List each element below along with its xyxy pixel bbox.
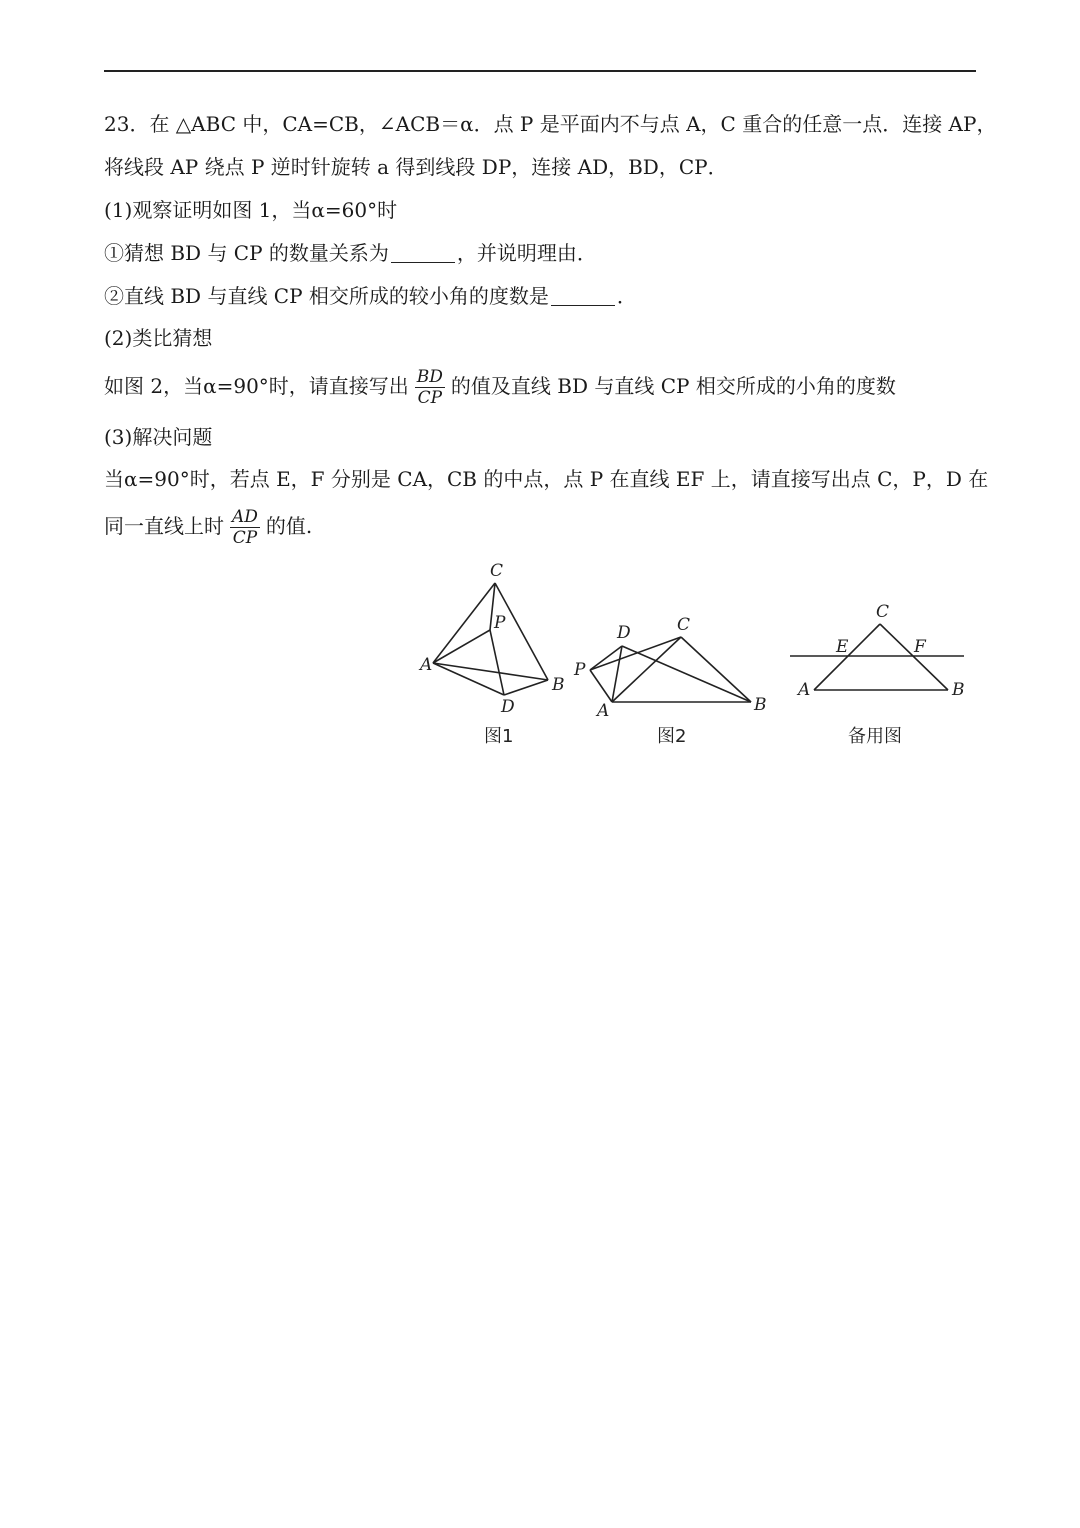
- fig2-label-a: A: [597, 701, 610, 721]
- fig2-label-d: D: [617, 623, 631, 643]
- part2-tail: 的值及直线 BD 与直线 CP 相交所成的小角的度数: [450, 374, 896, 398]
- fig1-label-d: D: [501, 697, 515, 717]
- fraction-denominator: CP: [417, 388, 443, 408]
- question-1-text: ①猜想 BD 与 CP 的数量关系为: [104, 241, 389, 265]
- fig2-label-b: B: [754, 695, 767, 715]
- question-2-text: ②直线 BD 与直线 CP 相交所成的较小角的度数是: [104, 284, 549, 308]
- fraction-numerator: BD: [416, 367, 443, 387]
- part3-line-1: 当α=90°时，若点 E，F 分别是 CA，CB 的中点，点 P 在直线 EF 上，请直接写出点 C，P，D 在: [104, 467, 989, 491]
- figure-1-caption: 图1: [484, 726, 514, 747]
- part2-text: 如图 2，当α=90°时，请直接写出: [104, 374, 409, 398]
- part3-title: (3)解决问题: [104, 425, 213, 449]
- fig1-segment-bd: [504, 680, 548, 695]
- fig3-segment-ac: [814, 624, 880, 690]
- fig1-segment-pd: [490, 630, 504, 695]
- figure-3: [790, 624, 964, 690]
- fig2-segment-cb: [681, 637, 751, 702]
- fig2-label-p: P: [574, 660, 586, 680]
- fig3-segment-cb: [880, 624, 948, 690]
- fig2-label-c: C: [677, 615, 691, 635]
- fig3-label-c: C: [876, 602, 890, 622]
- problem-line-2: 将线段 AP 绕点 P 逆时针旋转 a 得到线段 DP，连接 AD，BD，CP．: [104, 155, 728, 179]
- question-1-tail: ，并说明理由．: [456, 241, 597, 265]
- question-2-tail: ．: [616, 284, 637, 308]
- fig1-label-c: C: [490, 561, 504, 581]
- fig3-label-b: B: [952, 680, 965, 700]
- fraction-denominator: CP: [232, 528, 258, 548]
- fraction-numerator: AD: [232, 507, 258, 527]
- figure-2-caption: 图2: [657, 726, 687, 747]
- part3-tail: 的值.: [265, 514, 313, 538]
- problem-line-1: 23．在 △ABC 中，CA=CB，∠ACB＝α．点 P 是平面内不与点 A，C 重合的任意一点．连接 AP，: [104, 112, 997, 136]
- fig2-segment-pa: [590, 670, 612, 702]
- fig1-label-p: P: [494, 613, 506, 633]
- fig2-segment-pd: [590, 646, 622, 670]
- fig3-label-a: A: [798, 680, 811, 700]
- fig1-label-a: A: [420, 655, 433, 675]
- fig1-segment-ac: [433, 583, 495, 663]
- figure-3-caption: 备用图: [848, 726, 902, 747]
- figure-2: [590, 637, 751, 702]
- fig1-segment-ap: [433, 630, 490, 663]
- part1-title: (1)观察证明如图 1，当α=60°时: [104, 198, 398, 222]
- part2-title: (2)类比猜想: [104, 326, 213, 350]
- fig3-label-f: F: [914, 637, 926, 657]
- part3-text: 同一直线上时: [104, 514, 224, 538]
- fig1-label-b: B: [552, 675, 565, 695]
- fig3-label-e: E: [836, 637, 849, 657]
- figure-1: [433, 583, 548, 695]
